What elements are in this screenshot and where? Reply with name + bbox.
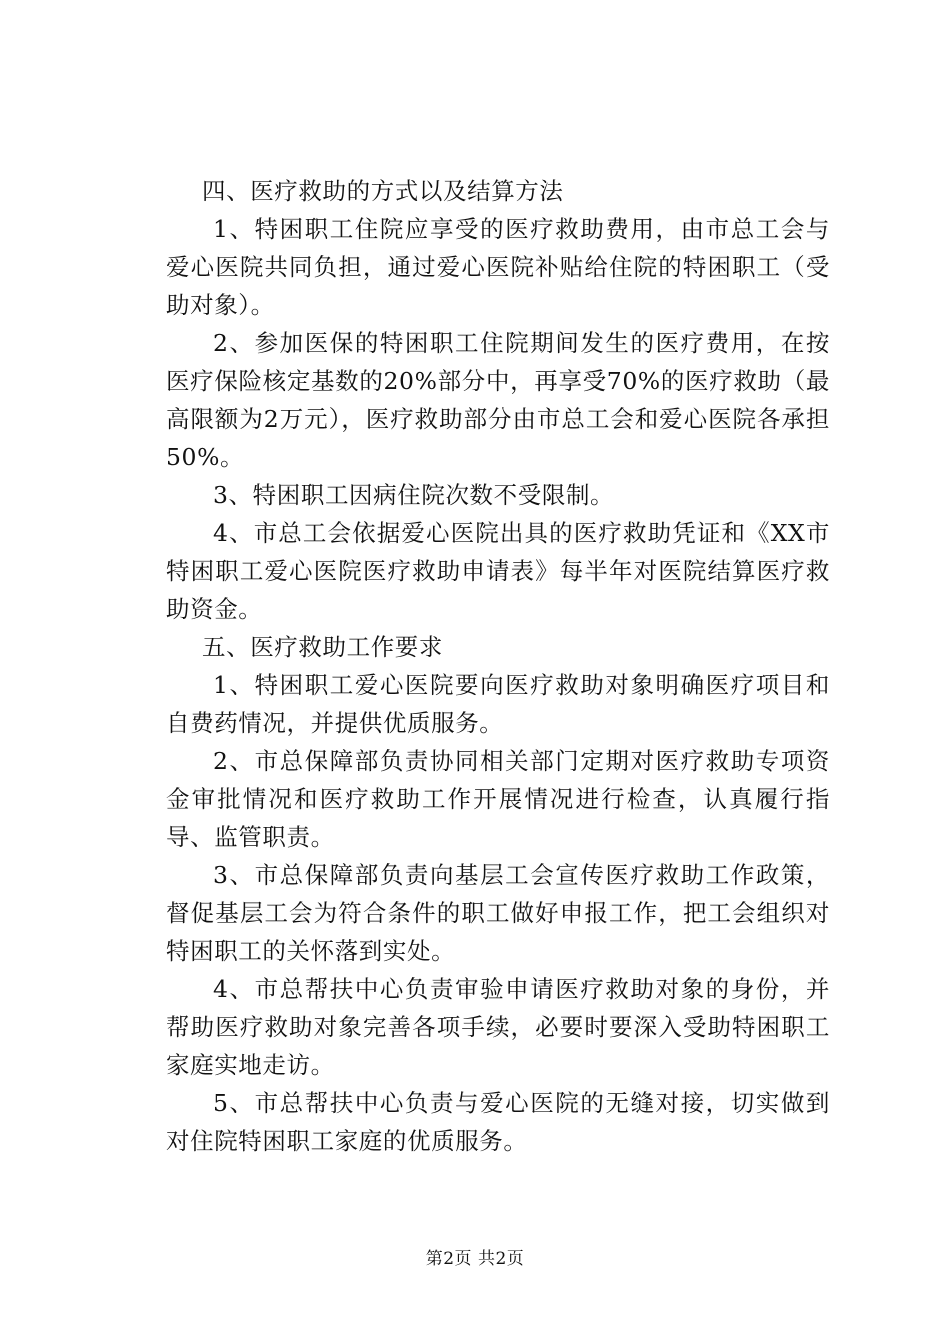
paragraph: 5、市总帮扶中心负责与爱心医院的无缝对接，切实做到对住院特困职工家庭的优质服务。 <box>166 1089 830 1155</box>
paragraph: 2、参加医保的特困职工住院期间发生的医疗费用，在按医疗保险核定基数的20%部分中，再享受70%的医疗救助（最高限额为2万元），医疗救助部分由市总工会和爱心医院各承担50%。 <box>166 329 830 471</box>
paragraph: 3、市总保障部负责向基层工会宣传医疗救助工作政策，督促基层工会为符合条件的职工做好申报工作，把工会组织对特困职工的关怀落到实处。 <box>166 861 830 965</box>
paragraph: 3、特困职工因病住院次数不受限制。 <box>213 481 615 509</box>
paragraph: 1、特困职工住院应享受的医疗救助费用，由市总工会与爱心医院共同负担，通过爱心医院补贴给住院的特困职工（受助对象）。 <box>166 215 830 319</box>
section-heading: 四、医疗救助的方式以及结算方法 <box>202 177 564 205</box>
paragraph: 1、特困职工爱心医院要向医疗救助对象明确医疗项目和自费药情况，并提供优质服务。 <box>166 671 830 737</box>
section-heading: 五、医疗救助工作要求 <box>202 633 443 661</box>
paragraph: 4、市总帮扶中心负责审验申请医疗救助对象的身份，并帮助医疗救助对象完善各项手续，必要时要深入受助特困职工家庭实地走访。 <box>166 975 830 1079</box>
paragraph: 4、市总工会依据爱心医院出具的医疗救助凭证和《XX市特困职工爱心医院医疗救助申请表》每半年对医院结算医疗救助资金。 <box>166 519 830 623</box>
document-body <box>166 172 830 1160</box>
page-number-footer: 第2页 共2页 <box>425 1249 525 1269</box>
paragraph: 2、市总保障部负责协同相关部门定期对医疗救助专项资金审批情况和医疗救助工作开展情况进行检查，认真履行指导、监管职责。 <box>166 747 830 851</box>
